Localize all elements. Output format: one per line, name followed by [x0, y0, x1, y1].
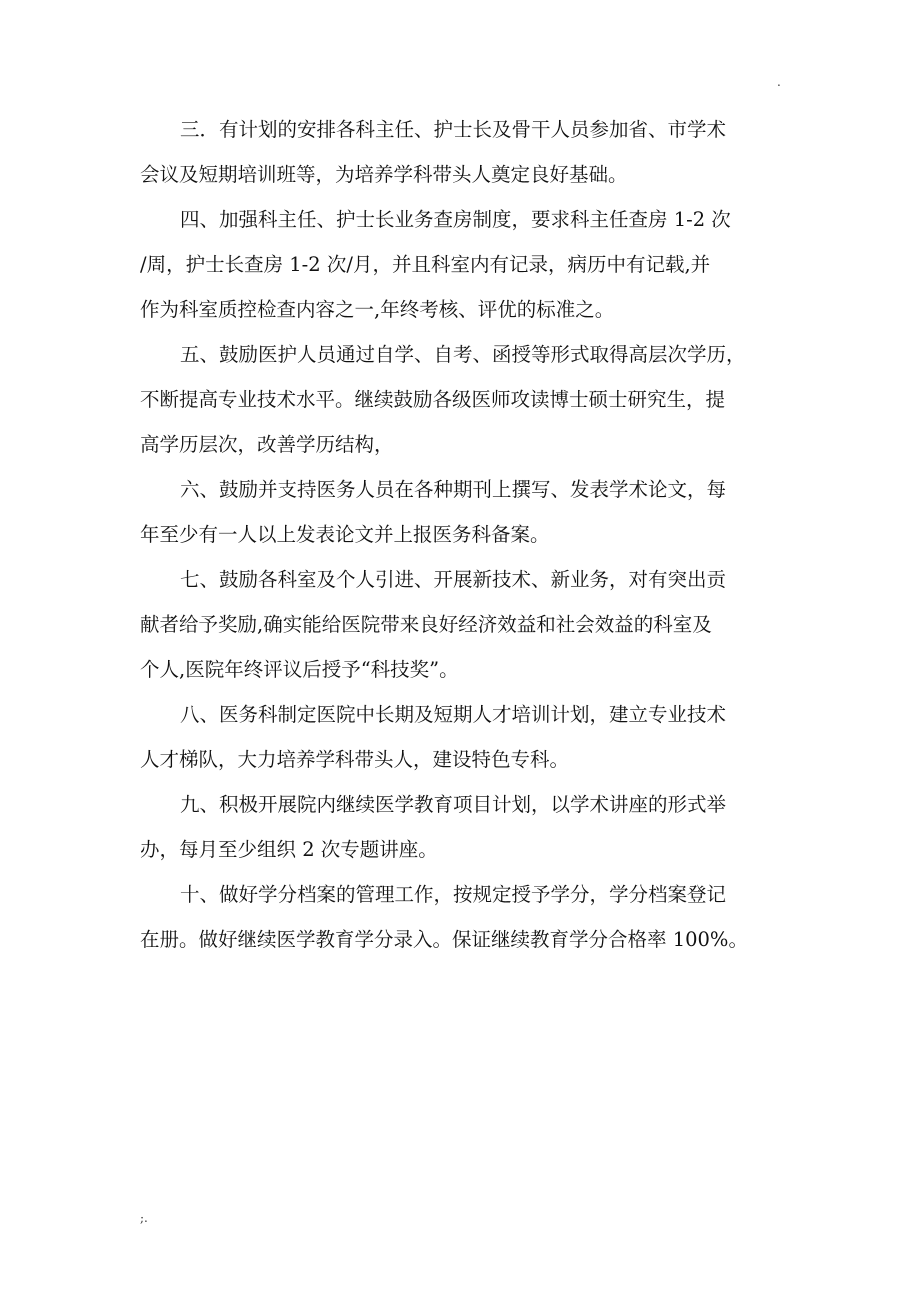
paragraph-line: 在册。做好继续医学教育学分录入。保证继续教育学分合格率 100%。	[140, 928, 748, 951]
paragraph-line: 三．有计划的安排各科主任、护士长及骨干人员参加省、市学术	[180, 118, 727, 141]
paragraph-9	[140, 782, 785, 872]
paragraph-line: 四、加强科主任、护士长业务查房制度，要求科主任查房 1-2 次	[180, 208, 731, 231]
paragraph-6	[140, 467, 785, 557]
paragraph-line: 办，每月至少组织 2 次专题讲座。	[140, 838, 438, 861]
paragraph-7	[140, 557, 785, 692]
paragraph-line: 九、积极开展院内继续医学教育项目计划，以学术讲座的形式举	[180, 793, 727, 816]
paragraph-4	[140, 197, 785, 332]
bottom-corner-mark: ;.	[140, 1211, 148, 1225]
paragraph-8	[140, 692, 785, 782]
paragraph-line: 献者给予奖励,确实能给医院带来良好经济效益和社会效益的科室及	[140, 613, 712, 636]
paragraph-line: 八、医务科制定医院中长期及短期人才培训计划，建立专业技术	[180, 703, 727, 726]
paragraph-line: 五、鼓励医护人员通过自学、自考、函授等形式取得高层次学历，	[180, 343, 746, 366]
paragraph-line: /周，护士长查房 1-2 次/月，并且科室内有记录，病历中有记载,并	[140, 253, 711, 276]
paragraph-line: 作为科室质控检查内容之一,年终考核、评优的标准之。	[140, 298, 615, 321]
paragraph-line: 六、鼓励并支持医务人员在各种期刊上撰写、发表学术论文，每	[180, 478, 727, 501]
paragraph-5	[140, 332, 785, 467]
paragraph-line: 个人,医院年终评议后授予“科技奖”。	[140, 658, 459, 681]
paragraph-line: 会议及短期培训班等，为培养学科带头人奠定良好基础。	[140, 163, 628, 186]
top-corner-mark: .	[777, 75, 781, 89]
paragraph-line: 高学历层次，改善学历结构，	[140, 433, 394, 456]
paragraph-line: 年至少有一人以上发表论文并上报医务科备案。	[140, 523, 550, 546]
paragraph-10	[140, 872, 785, 962]
paragraph-3	[140, 107, 785, 197]
paragraph-line: 七、鼓励各科室及个人引进、开展新技术、新业务，对有突出贡	[180, 568, 727, 591]
paragraph-line: 十、做好学分档案的管理工作，按规定授予学分，学分档案登记	[180, 883, 727, 906]
paragraph-line: 不断提高专业技术水平。继续鼓励各级医师攻读博士硕士研究生，提	[140, 388, 726, 411]
paragraph-line: 人才梯队，大力培养学科带头人，建设特色专科。	[140, 748, 570, 771]
document-body	[140, 107, 785, 962]
